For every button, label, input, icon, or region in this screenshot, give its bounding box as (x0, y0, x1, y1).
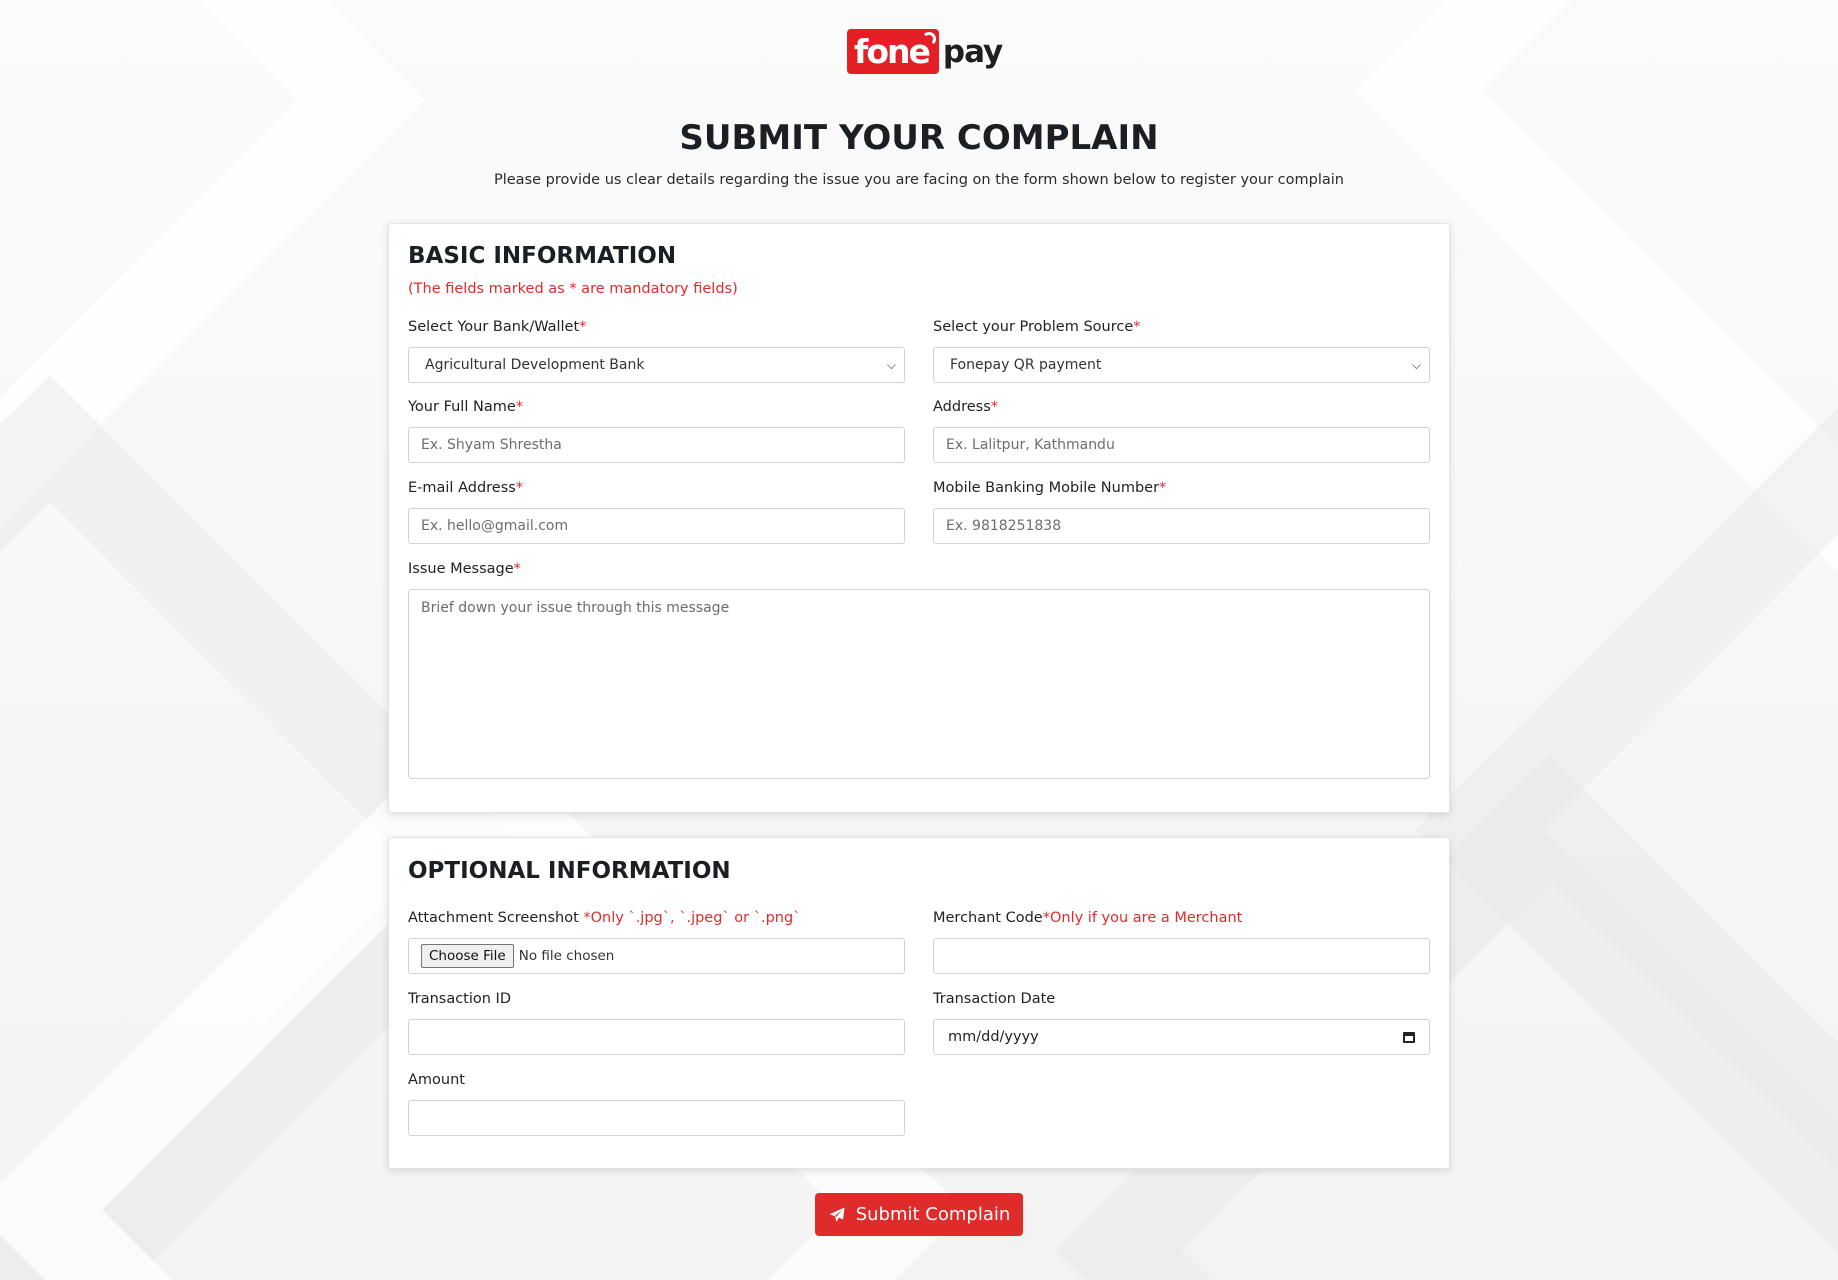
mobile-label (933, 480, 1166, 496)
transaction-date-input[interactable] (933, 1019, 1430, 1055)
merchant-code-input[interactable] (933, 938, 1430, 974)
amount-input[interactable] (408, 1100, 905, 1136)
address-input[interactable] (933, 427, 1430, 463)
optional-information-card (388, 837, 1450, 1169)
optional-information-heading: OPTIONAL INFORMATION (408, 858, 731, 884)
fonepay-logo (847, 29, 1002, 74)
required-mark: * (1133, 319, 1141, 335)
bank-select[interactable] (408, 347, 905, 383)
email-label-text: E-mail Address (408, 480, 516, 496)
mandatory-note: (The fields marked as * are mandatory fields) (408, 281, 738, 297)
full-name-input[interactable] (408, 427, 905, 463)
chevron-down-icon: ⌵ (886, 357, 896, 372)
transaction-date-label: Transaction Date (933, 991, 1056, 1007)
issue-message-textarea[interactable] (408, 589, 1430, 779)
choose-file-button[interactable]: Choose File (421, 944, 514, 968)
email-label (408, 480, 523, 496)
calendar-icon[interactable] (1403, 1032, 1415, 1043)
attachment-label (408, 910, 800, 926)
merchant-code-label (933, 910, 1242, 926)
required-mark: * (515, 480, 524, 496)
bank-label (408, 319, 586, 335)
transaction-id-input[interactable] (408, 1019, 905, 1055)
basic-information-card (388, 223, 1450, 813)
logo-badge (847, 29, 939, 74)
problem-source-value: Fonepay QR payment (950, 357, 1102, 373)
signal-icon (922, 32, 936, 46)
submit-label: Submit Complain (855, 1204, 1011, 1225)
problem-source-label-text: Select your Problem Source (933, 319, 1134, 335)
paper-plane-icon (828, 1206, 846, 1224)
amount-label: Amount (408, 1072, 465, 1088)
required-mark: * (579, 319, 587, 335)
mobile-number-input[interactable] (933, 508, 1430, 544)
required-mark: * (1159, 480, 1167, 496)
problem-source-select[interactable] (933, 347, 1430, 383)
logo-text-pay: pay (942, 33, 1003, 70)
address-label-text: Address (933, 399, 991, 415)
required-mark: * (513, 561, 521, 577)
email-input[interactable] (408, 508, 905, 544)
mobile-label-text: Mobile Banking Mobile Number (933, 480, 1160, 496)
attachment-file-input[interactable] (408, 938, 905, 974)
chevron-down-icon: ⌵ (1411, 357, 1421, 372)
required-mark: * (990, 399, 998, 415)
issue-message-label (408, 561, 521, 577)
problem-source-label (933, 319, 1141, 335)
required-mark: * (515, 399, 523, 415)
page-subtitle: Please provide us clear details regarding the issue you are facing on the form shown below to register your complain (493, 172, 1344, 188)
submit-complain-button[interactable] (815, 1193, 1023, 1236)
attachment-label-text: Attachment Screenshot (408, 910, 579, 926)
file-status: No file chosen (518, 948, 615, 964)
page-title: SUBMIT YOUR COMPLAIN (679, 118, 1159, 158)
bank-label-text: Select Your Bank/Wallet (408, 319, 580, 335)
merchant-code-hint: *Only if you are a Merchant (1042, 910, 1243, 926)
transaction-date-value: mm/dd/yyyy (948, 1029, 1039, 1045)
bank-select-value: Agricultural Development Bank (425, 357, 645, 373)
full-name-label (408, 399, 523, 415)
transaction-id-label: Transaction ID (408, 991, 512, 1007)
full-name-label-text: Your Full Name (408, 399, 516, 415)
merchant-code-label-text: Merchant Code (933, 910, 1043, 926)
issue-message-label-text: Issue Message (408, 561, 514, 577)
basic-information-heading: BASIC INFORMATION (408, 243, 677, 269)
attachment-hint: *Only `.jpg`, `.jpeg` or `.png` (583, 910, 801, 926)
address-label (933, 399, 998, 415)
logo-text-fone: fone (854, 32, 929, 71)
